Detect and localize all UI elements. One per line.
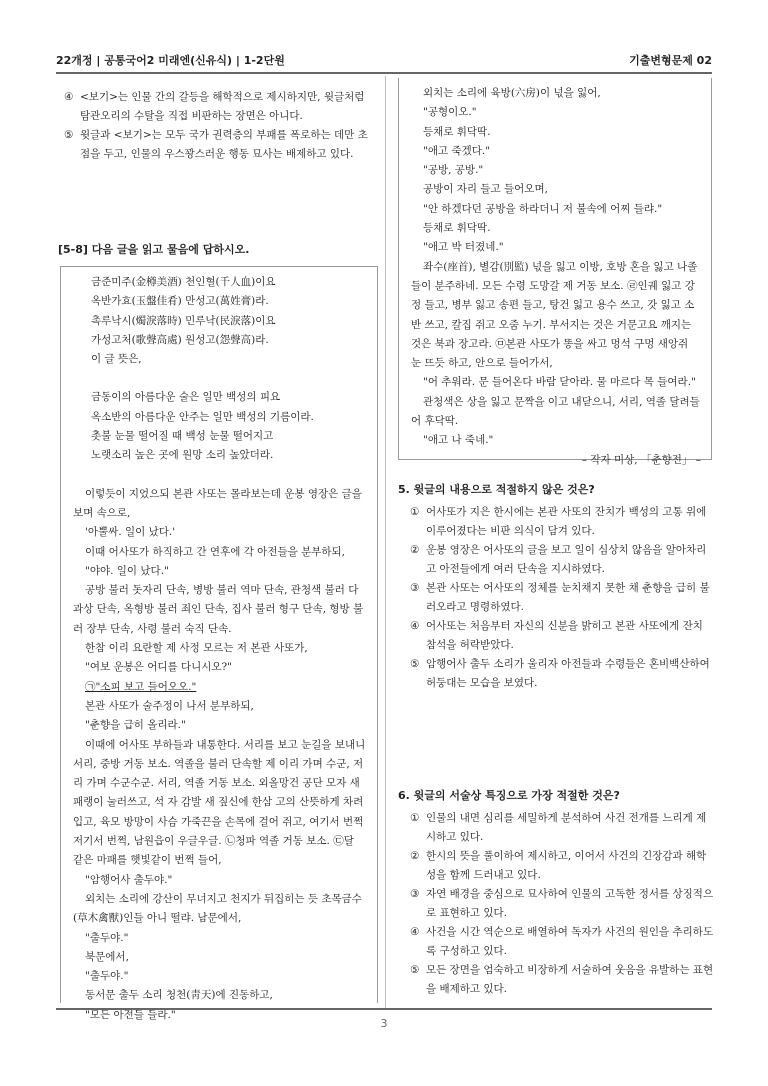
poem-line: 옥반가효(玉盤佳肴) 만성고(萬姓膏)라. — [91, 295, 269, 308]
paragraph: 등채로 휘닥딱. — [423, 125, 491, 138]
question-6 — [398, 786, 716, 999]
column-divider — [385, 76, 386, 1008]
answer-option[interactable]: ① 인물의 내면 심리를 세밀하게 분석하여 사건 전개를 느리게 제시하고 있다. — [410, 812, 707, 843]
paragraph: "여보 운봉은 어디를 다니시오?" — [85, 661, 233, 674]
paragraph: "공형이오." — [423, 106, 477, 119]
question-stem: 6. 윗글의 서술상 특징으로 가장 적절한 것은? — [398, 789, 620, 802]
answer-option[interactable]: ⑤ 모든 장면을 엄숙하고 비장하게 서술하여 웃음을 유발하는 표현을 배제하고 있다. — [410, 964, 714, 995]
footer-rule — [56, 1008, 712, 1010]
poem-line: 촉루낙시(燭淚落時) 민루낙(民淚落)이요 — [91, 314, 276, 327]
paragraph: 북문에서, — [85, 950, 129, 963]
answer-option[interactable]: ④ 어사또는 처음부터 자신의 신분을 밝히고 본관 사또에게 잔치 참석을 허락받았다. — [410, 620, 703, 651]
passage-box-left — [60, 266, 378, 1021]
paragraph: 이렇듯이 지었으되 본관 사또는 몰라보는데 운봉 영장은 글을 보며 속으로, — [73, 487, 362, 519]
poem-line: 가성고처(歌聲高處) 원성고(怨聲高)라. — [91, 333, 269, 346]
paragraph: "출두야." — [85, 931, 129, 944]
answer-option[interactable]: ② 한시의 뜻을 풀이하여 제시하고, 이어서 사건의 긴장감과 해학성을 함께 드러내고 있다. — [410, 850, 707, 881]
header-rule — [56, 72, 712, 74]
source-citation: – 작자 미상, 「춘향전」 – — [581, 453, 701, 466]
paragraph: "애고 박 터졌네." — [423, 241, 504, 254]
passage-box-right — [398, 78, 712, 466]
paragraph: "애고 죽겠다." — [423, 144, 491, 157]
paragraph: "암행어사 출두야." — [85, 873, 173, 886]
option: ⑤ 윗글과 <보기>는 모두 국가 권력층의 부패를 폭로하는 데만 초점을 두고, 인물의 우스꽝스러운 행동 묘사는 배제하고 있다. — [64, 129, 368, 160]
paragraph: 좌수(座首), 별감(別監) 넋을 잃고 이방, 호방 혼을 잃고 나졸들이 분주하네. 모든 수령 도망갈 제 거동 보소. ㉣인궤 잃고 강정 들고, 병부 잃고 송편 들고, 탕건 잃고 용수 쓰고, 갓 잃고 소반 쓰고, 칼집 쥐고 오줌 누기. 부서지는 것은 거문고요 깨지는 것은 북과 장고라. ㉤본관 사또가 똥을 싸고 멍석 구멍 새앙쥐 눈 뜨듯 하고, 안으로 들어가서, — [411, 260, 698, 370]
answer-option[interactable]: ② 운봉 영장은 어사또의 글을 보고 일이 심상치 않음을 알아차리고 아전들에게 여러 단속을 지시하였다. — [410, 544, 707, 575]
poem-line: 촛불 눈물 떨어질 때 백성 눈물 떨어지고 — [91, 430, 274, 443]
paragraph: 등채로 휘닥딱. — [423, 222, 491, 235]
poem-line: 금준미주(金樽美酒) 천인혈(千人血)이요 — [91, 276, 276, 288]
paragraph: 관청색은 상을 잃고 문짝을 이고 내닫으니, 서리, 역졸 달려들어 후닥딱. — [411, 395, 700, 428]
option: ④ <보기>는 인물 간의 갈등을 해학적으로 제시하지만, 윗글처럼 탐관오리의 수탈을 직접 비판하는 장면은 아니다. — [64, 91, 365, 122]
paragraph: 이때에 어사또 부하들과 내통한다. 서리를 보고 눈길을 보내니 서리, 중방 거동 보소. 역졸을 불러 단속할 제 이리 가며 수군, 저리 가며 수군수군. 서리, 역졸 거동 보소. 외올망건 공단 모자 새 패랭이 눌러쓰고, 석 자 감발 새 짚신에 한삼 고의 산뜻하게 차려입고, 육모 방망이 사슴 가죽끈을 손목에 걸어 쥐고, 여기서 번쩍 저기서 번쩍, 남원읍이 우글우글. ㉡청파 역졸 거동 보소. ㉢달 같은 마패를 햇빛같이 번쩍 들어, — [73, 738, 366, 867]
paragraph: 외치는 소리에 강산이 무너지고 천지가 뒤집히는 듯 초목금수(草木禽獸)인들 아니 떨랴. 남문에서, — [73, 892, 362, 925]
paragraph: "어 추워라. 문 들어온다 바람 닫아라. 물 마르다 목 들여라." — [423, 376, 696, 389]
header-course: 22개정 | 공통국어2 미래엔(신유식) | 1-2단원 — [56, 54, 285, 67]
poem-line: 옥소반의 아름다운 안주는 일만 백성의 기름이라. — [91, 410, 314, 423]
answer-option[interactable]: ③ 자연 배경을 중심으로 묘사하여 인물의 고독한 정서를 상징적으로 표현하고 있다. — [410, 888, 714, 919]
poem-line: 금동이의 아름다운 술은 일만 백성의 피요 — [91, 391, 281, 404]
poem-line: 노랫소리 높은 곳에 원망 소리 높았더라. — [91, 449, 274, 462]
page-header — [56, 52, 712, 70]
paragraph: "춘향을 급히 올리라." — [85, 719, 186, 732]
paragraph: 공방이 자리 들고 들어오며, — [423, 183, 548, 196]
page-number: 3 — [380, 1017, 388, 1030]
paragraph: 동서문 출두 소리 청천(靑天)에 진동하고, — [85, 989, 273, 1002]
answer-option[interactable]: ④ 사건을 시간 역순으로 배열하여 독자가 사건의 원인을 추리하도록 구성하고 있다. — [410, 926, 714, 957]
paragraph: 이때 어사또가 하직하고 간 연후에 각 아전들을 분부하되, — [85, 545, 345, 558]
question-stem: 5. 윗글의 내용으로 적절하지 않은 것은? — [398, 483, 595, 496]
answer-option[interactable]: ③ 본관 사또는 어사또의 정체를 눈치채지 못한 채 춘향을 급히 불러오라고 명령하였다. — [410, 582, 710, 613]
paragraph: 한참 이리 요란할 제 사정 모르는 저 본관 사또가, — [85, 642, 308, 655]
poem-line: 이 글 뜻은, — [91, 353, 142, 366]
paragraph: 본관 사또가 술주정이 나서 분부하되, — [85, 699, 254, 712]
paragraph: "공방, 공방." — [423, 164, 484, 177]
paragraph: "출두야." — [85, 970, 129, 983]
header-label: 기출변형문제 02 — [629, 54, 712, 67]
paragraph: 공방 불러 돗자리 단속, 병방 불러 역마 단속, 관청색 불러 다과상 단속, 옥형방 불러 죄인 단속, 집사 불러 형구 단속, 형방 불러 장부 단속, 사령 불러 숙직 단속. — [73, 584, 364, 635]
paragraph: "야야. 일이 났다." — [85, 564, 169, 577]
prev-question-options — [64, 88, 372, 164]
question-5 — [398, 480, 716, 693]
paragraph: "애고 나 죽네." — [423, 434, 494, 447]
paragraph: "모든 아전들 들라." — [85, 1008, 176, 1021]
paragraph: "안 하겠다던 공방을 하라더니 저 불속에 어찌 들랴." — [423, 202, 663, 215]
paragraph: 외치는 소리에 육방(六房)이 넋을 잃어, — [423, 87, 601, 99]
paragraph: '아뿔싸. 일이 났다.' — [85, 526, 176, 539]
answer-option[interactable]: ① 어사또가 지은 한시에는 본관 사또의 잔치가 백성의 고통 위에 이루어졌다는 비판 의식이 담겨 있다. — [410, 506, 707, 537]
underlined-line: ㉠"소피 보고 들어오오." — [85, 680, 197, 693]
section-heading: [5-8] 다음 글을 읽고 물음에 답하시오. — [58, 243, 250, 256]
answer-option[interactable]: ⑤ 암행어사 출두 소리가 울리자 아전들과 수령들은 혼비백산하여 허둥대는 모습을 보였다. — [410, 658, 710, 689]
